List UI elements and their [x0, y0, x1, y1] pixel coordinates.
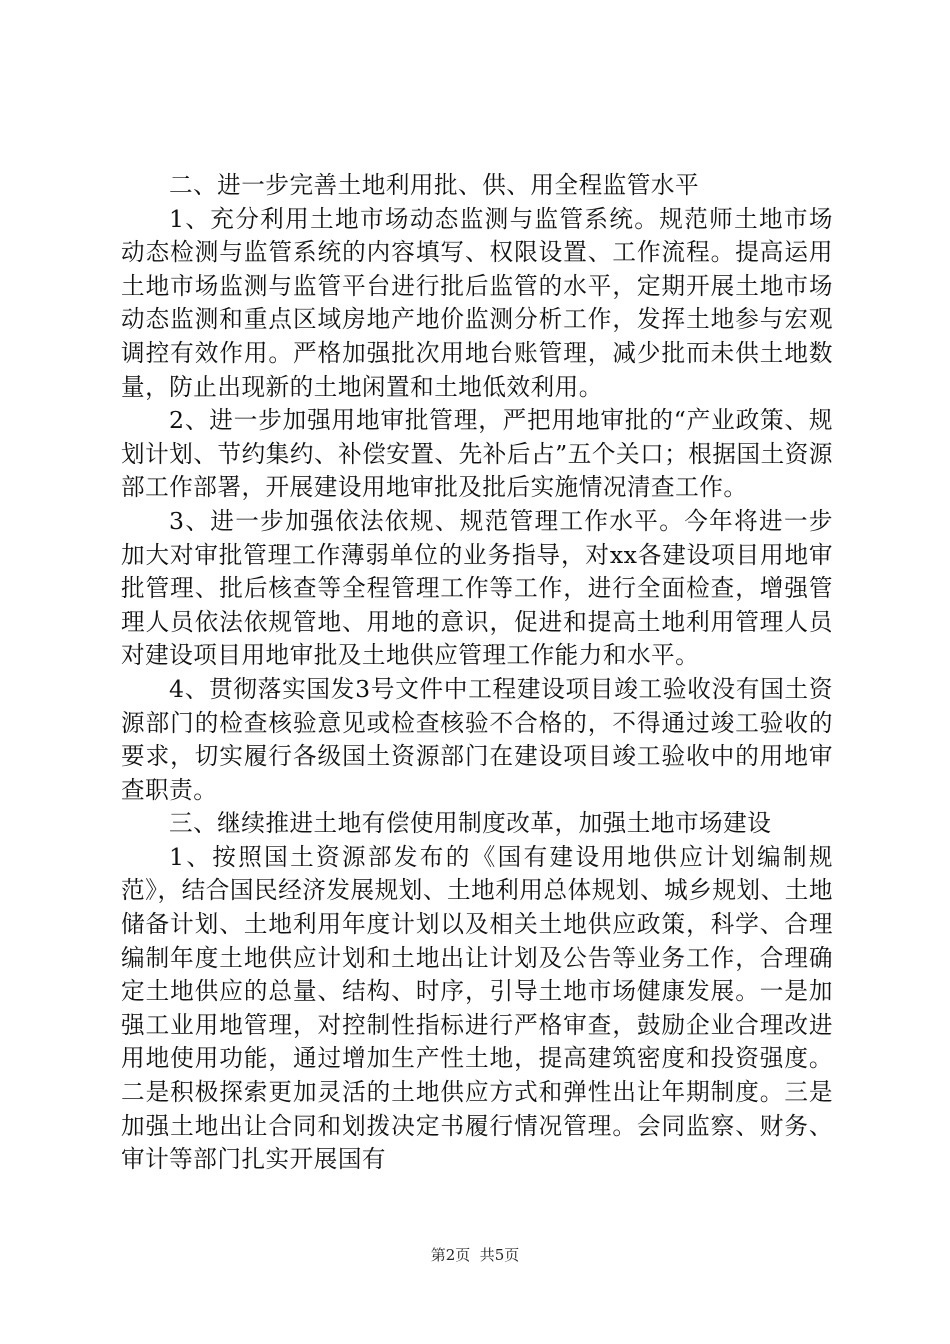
paragraph: 2、进一步加强用地审批管理，严把用地审批的“产业政策、规划计划、节约集约、补偿安置、先补后占”五个关口；根据国土资源部工作部署，开展建设用地审批及批后实施情况清查工作。: [121, 406, 833, 502]
page-number: 第2页 共5页: [430, 1246, 520, 1264]
paragraph: 1、充分利用土地市场动态监测与监管系统。规范师土地市场动态检测与监管系统的内容填写、权限设置、工作流程。提高运用土地市场监测与监管平台进行批后监管的水平，定期开展土地市场动态监测和重点区域房地产地价监测分析工作，发挥土地参与宏观调控有效作用。严格加强批次用地台账管理，减少批而未供土地数量，防止出现新的土地闲置和土地低效利用。: [121, 204, 833, 401]
document-body: [121, 169, 833, 1177]
section-heading-2: 二、进一步完善土地利用批、供、用全程监管水平: [169, 171, 700, 199]
paragraph: 3、进一步加强依法依规、规范管理工作水平。今年将进一步加大对审批管理工作薄弱单位的业务指导，对xx各建设项目用地审批管理、批后核查等全程管理工作等工作，进行全面检查，增强管理人员依法依规管地、用地的意识，促进和提高土地利用管理人员对建设项目用地审批及土地供应管理工作能力和水平。: [121, 506, 833, 670]
paragraph: 4、贯彻落实国发3号文件中工程建设项目竣工验收没有国土资源部门的检查核验意见或检查核验不合格的，不得通过竣工验收的要求，切实履行各级国土资源部门在建设项目竣工验收中的用地审查职责。: [121, 674, 833, 804]
paragraph: 1、按照国土资源部发布的《国有建设用地供应计划编制规范》，结合国民经济发展规划、土地利用总体规划、城乡规划、土地储备计划、土地利用年度计划以及相关土地供应政策，科学、合理编制年度土地供应计划和土地出让计划及公告等业务工作，合理确定土地供应的总量、结构、时序，引导土地市场健康发展。一是加强工业用地管理，对控制性指标进行严格审查，鼓励企业合理改进用地使用功能，通过增加生产性土地，提高建筑密度和投资强度。二是积极探索更加灵活的土地供应方式和弹性出让年期制度。三是加强土地出让合同和划拨决定书履行情况管理。会同监察、财务、审计等部门扎实开展国有: [121, 842, 833, 1174]
section-heading-3: 三、继续推进土地有偿使用制度改革，加强土地市场建设: [169, 809, 772, 838]
page-footer: [0, 1245, 950, 1265]
